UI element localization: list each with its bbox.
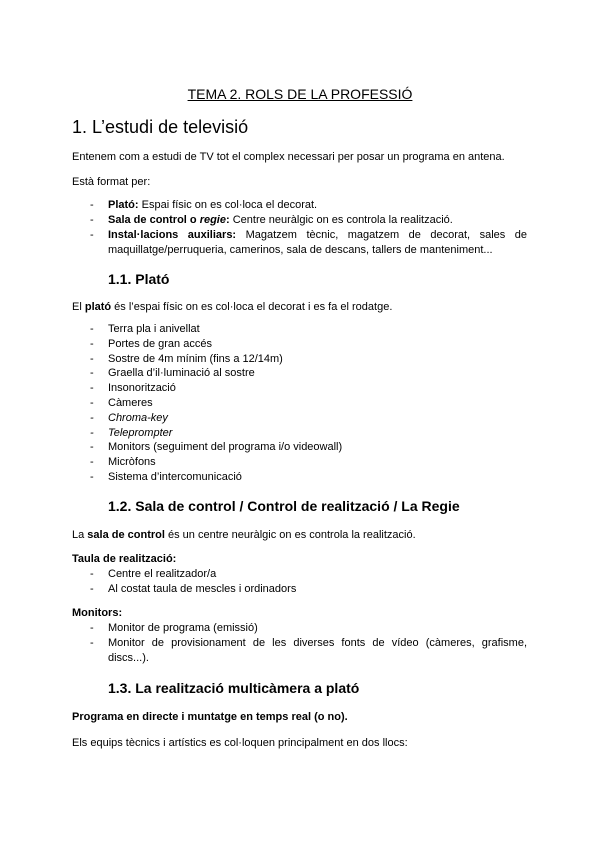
section-1-3-heading: 1.3. La realització multicàmera a plató bbox=[108, 680, 360, 696]
list-item: - Al costat taula de mescles i ordinadors bbox=[90, 582, 296, 597]
list-item: - Sistema d’intercomunicació bbox=[90, 470, 342, 485]
list-item-plato: Plató: Espai físic on es col·loca el decorat. bbox=[108, 199, 318, 211]
list-item: - Teleprompter bbox=[90, 426, 342, 441]
list-item: - Micròfons bbox=[90, 455, 342, 470]
list-item: Monitor de programa (emissió) bbox=[108, 622, 258, 634]
document-title: TEMA 2. ROLS DE LA PROFESSIÓ bbox=[187, 86, 413, 102]
list-item: - Chroma-key bbox=[90, 411, 342, 426]
list-bullet: - bbox=[90, 637, 94, 649]
list-item: - Insonorització bbox=[90, 381, 342, 396]
list-item: - Sostre de 4m mínim (fins a 12/14m) bbox=[90, 352, 342, 367]
plato-list bbox=[90, 322, 342, 485]
list-bullet: - bbox=[90, 199, 94, 211]
taula-list bbox=[90, 567, 296, 597]
list-item-sala-control: Sala de control o regie: Centre neuràlgic on es controla la realització. bbox=[108, 214, 453, 226]
section-1-3-paragraph: Els equips tècnics i artístics es col·loquen principalment en dos llocs: bbox=[72, 737, 408, 749]
list-item: Monitor de provisionament de les diverses fonts de vídeo (càmeres, grafisme, bbox=[108, 637, 527, 649]
section-1-paragraph: Entenem com a estudi de TV tot el complex necessari per posar un programa en antena. bbox=[72, 151, 505, 163]
list-item: - Monitors (seguiment del programa i/o videowall) bbox=[90, 440, 342, 455]
section-1-heading: 1. L’estudi de televisió bbox=[72, 117, 249, 137]
list-item: - Càmeres bbox=[90, 396, 342, 411]
list-item-installacions-cont: maquillatge/perruqueria, camerinos, sala de descans, tallers de manteniment... bbox=[108, 244, 493, 256]
list-item: - Centre el realitzador/a bbox=[90, 567, 296, 582]
monitors-label: Monitors: bbox=[72, 607, 123, 619]
taula-label: Taula de realització: bbox=[72, 553, 177, 565]
section-1-1-paragraph: El plató és l’espai físic on es col·loca el decorat i es fa el rodatge. bbox=[72, 301, 393, 313]
list-bullet: - bbox=[90, 622, 94, 634]
list-item: - Terra pla i anivellat bbox=[90, 322, 342, 337]
list-item: - Graella d’il·luminació al sostre bbox=[90, 366, 342, 381]
list-bullet: - bbox=[90, 229, 94, 241]
section-1-1-heading: 1.1. Plató bbox=[108, 271, 170, 287]
list-bullet: - bbox=[90, 214, 94, 226]
list-item: - Portes de gran accés bbox=[90, 337, 342, 352]
section-1-3-bold-paragraph: Programa en directe i muntatge en temps real (o no). bbox=[72, 711, 348, 723]
section-1-2-heading: 1.2. Sala de control / Control de realització / La Regie bbox=[108, 498, 460, 514]
list-item-installacions: Instal·lacions auxiliars: Magatzem tècnic, magatzem de decorat, sales de bbox=[108, 229, 527, 241]
list-item-cont: discs...). bbox=[108, 652, 149, 664]
section-1-intro: Està format per: bbox=[72, 176, 151, 188]
section-1-2-paragraph: La sala de control és un centre neuràlgic on es controla la realització. bbox=[72, 529, 416, 541]
